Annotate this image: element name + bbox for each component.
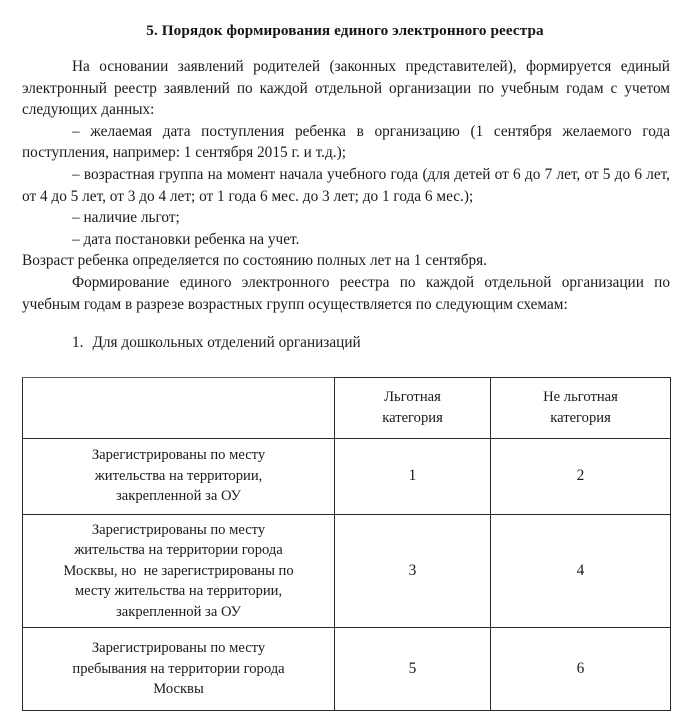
- row-1-label-lines: [30, 520, 327, 623]
- row-2-label-line-0: Зарегистрированы по месту: [91, 640, 266, 657]
- list-item-1: [22, 315, 670, 354]
- row-2-label-line-2: Москвы: [153, 681, 204, 698]
- header-privileged-line-1: Льготная: [384, 389, 441, 406]
- table-row: [23, 438, 671, 514]
- row-0-label-line-1: жительства на территории,: [94, 467, 263, 484]
- bullet-benefits: – наличие льгот;: [72, 209, 180, 227]
- list-item-1-number: 1.: [72, 334, 84, 352]
- row-1-label-line-2: Москвы, но не зарегистрированы по: [63, 562, 294, 579]
- row-0-label-line-0: Зарегистрированы по месту: [91, 447, 266, 464]
- row-1-label-line-0: Зарегистрированы по месту: [91, 521, 266, 538]
- table-row: [23, 514, 671, 628]
- paragraph-scheme-intro: Формирование единого электронного реестра по каждой отдельной организации по учебным годам в разрезе возрастных групп осуществляется по следующим схемам:: [22, 273, 670, 313]
- paragraph-age-rule: Возраст ребенка определяется по состоянию полных лет на 1 сентября.: [22, 252, 488, 270]
- document-body: [0, 40, 686, 354]
- row-0-label-lines: [30, 445, 327, 507]
- table-container: [0, 354, 686, 712]
- table-header-row: [23, 377, 671, 438]
- bullet-age-group: – возрастная группа на момент начала учебного года (для детей от 6 до 7 лет, от 5 до 6 лет, от 4 до 5 лет, от 3 до 4 лет; от 1 года 6 мес. до 3 лет; до 1 года 6 мес.);: [22, 165, 670, 205]
- table-cell-privileged-value: 5: [335, 628, 491, 711]
- row-1-label-line-1: жительства на территории города: [74, 542, 283, 559]
- page-title: 5. Порядок формирования единого электронного реестра: [146, 22, 544, 39]
- paragraph-intro: На основании заявлений родителей (законных представителей), формируется единый электронный реестр заявлений по каждой отдельной организации по учебным годам с учетом следующих данных:: [22, 58, 670, 119]
- row-1-label-line-3: месту жительства на территории,: [74, 583, 283, 600]
- table-header-cell-privileged: [335, 377, 491, 438]
- table-cell-privileged-value: 1: [335, 438, 491, 514]
- table-row: [23, 628, 671, 711]
- row-2-label-lines: [30, 638, 327, 700]
- header-privileged-line-2: категория: [382, 409, 443, 426]
- table-cell-non-privileged-value: 2: [491, 438, 671, 514]
- bullet-registration-date: – дата постановки ребенка на учет.: [72, 230, 300, 248]
- row-0-label-line-2: закрепленной за ОУ: [116, 488, 241, 505]
- header-non-privileged-line-2: категория: [550, 409, 611, 426]
- table-cell-non-privileged-value: 6: [491, 628, 671, 711]
- header-non-privileged-lines: [498, 387, 663, 428]
- header-non-privileged-line-1: Не льготная: [543, 389, 618, 406]
- table-header-cell-blank: [23, 377, 335, 438]
- header-privileged-lines: [342, 387, 483, 428]
- table-cell-label: [23, 438, 335, 514]
- registration-categories-table: [22, 377, 671, 712]
- row-1-label-line-4: закрепленной за ОУ: [116, 603, 241, 620]
- list-item-1-label: Для дошкольных отделений организаций: [92, 334, 361, 352]
- bullet-desired-date: – желаемая дата поступления ребенка в организацию (1 сентября желаемого года поступления, например: 1 сентября 2015 г. и т.д.);: [22, 122, 670, 162]
- table-cell-label: [23, 628, 335, 711]
- table-cell-label: [23, 514, 335, 628]
- row-2-label-line-1: пребывания на территории города: [72, 660, 285, 677]
- table-cell-privileged-value: 3: [335, 514, 491, 628]
- table-header-cell-non-privileged: [491, 377, 671, 438]
- table-cell-non-privileged-value: 4: [491, 514, 671, 628]
